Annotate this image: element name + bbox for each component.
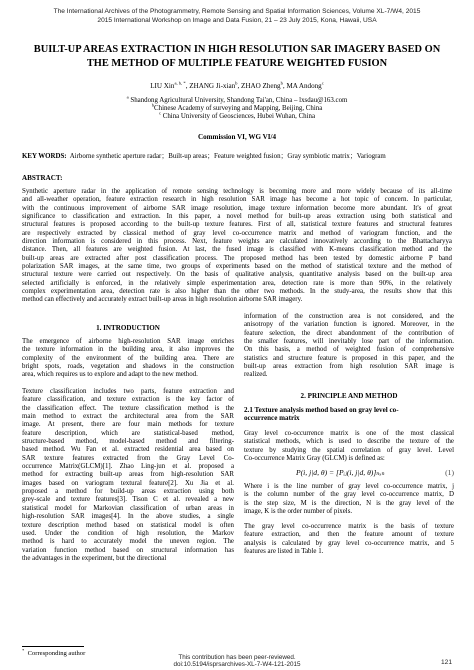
s2-p2-line: is the column number of the gray level co-occurrence matrix, D: [244, 491, 454, 499]
s2-p3-line: analysis is calculated by gray level co-occurrence matrix, and 5: [244, 539, 454, 547]
intro-p2-line: the advantages in the experiment, but the directional: [22, 554, 167, 562]
intro-continuation-line: statistics and structure feature is proposed in this paper, and the: [244, 354, 454, 362]
paper-title-line-2: THE METHOD OF MULTIPLE FEATURE WEIGHTED FUSION: [86, 58, 388, 69]
author-4-marks: c: [321, 80, 324, 86]
intro-p2-line: texture description method based on statistical model is often: [22, 521, 234, 529]
commission-line: Commission VI, WG VI/4: [197, 133, 277, 141]
author-1-marks: a, b, *: [174, 80, 186, 86]
author-list: [0, 82, 474, 91]
intro-p2-line: images based on variogram textural feature[2]. Xu Jia et al.: [22, 479, 234, 487]
affiliation-c-text: China University of Geosciences, Hubei Wuhan, China: [162, 113, 316, 120]
intro-p1-line: bright spots, roads, vegetation and shadows in the construction: [22, 363, 234, 371]
s2-p1-line: Gray level co-occurrence matrix is one of the most classical: [244, 430, 454, 437]
affiliation-a-mark: a: [126, 94, 129, 100]
s2-p1-line: statistical methods, which is used to describe the texture of the: [244, 438, 454, 446]
footer-peer-review: This contribution has been peer-reviewed.: [178, 654, 296, 661]
s2-p1-line: texture by studying the spatial correlation of gray level. Level: [244, 446, 454, 454]
section-1-heading: 1. INTRODUCTION: [96, 324, 160, 332]
affiliation-c: [0, 110, 474, 121]
intro-p2-line: occurrence Matrix(GLCM)[1]. Zhao Ling-jun et al. proposed a: [22, 463, 234, 471]
affiliation-c-mark: c: [158, 110, 161, 116]
section-2-paragraph-3: [244, 523, 454, 556]
abstract-line: method can effectively and accurately extract built-up areas in high resolution airborne SAR imagery.: [22, 296, 303, 304]
abstract-heading: ABSTRACT:: [22, 174, 63, 182]
abstract-line: distance. Then, all features are weighted fusion. At last, the fused image is classified with K-means classification method and the: [22, 246, 452, 254]
footer-doi: doi:10.5194/isprsarchives-XL-7-W4-121-2015: [173, 661, 301, 668]
paper-title-line-1: BUILT-UP AREAS EXTRACTION IN HIGH RESOLUTION SAR IMAGERY BASED ON: [33, 44, 441, 55]
section-2-heading: 2. PRINCIPLE AND METHOD: [300, 392, 398, 400]
s2-p2-line: Where i is the line number of gray level co-occurrence matrix, j: [244, 483, 454, 490]
author-1: LIU Xin: [150, 82, 175, 90]
intro-continuation-line: On this basis, a method of weighted fusion of comprehensive: [244, 346, 454, 354]
intro-p2-line: method for extracting built-up areas from high-resolution SAR: [22, 471, 234, 479]
intro-continuation-line: anisotropy of the variation function is ignored. Moreover, in the: [244, 321, 454, 329]
abstract-line: built-up areas are extracted after post classification process. The proposed method has been tested by domestic airborne P band: [22, 254, 452, 262]
equation-1-number: (1): [445, 468, 454, 477]
author-2: , ZHANG Ji-xian: [185, 82, 236, 90]
abstract-line: Synthetic aperture radar in the application of remote sensing technology is becoming more and more widely because of its all-time: [22, 188, 452, 195]
keywords-label: KEY WORDS:: [22, 153, 67, 160]
intro-p2-line: proposed a method for build-up areas extraction using both: [22, 488, 234, 496]
intro-continuation-line: built-up areas extraction from high resolution SAR image is: [244, 363, 454, 371]
abstract-line: structural features is proposed according to the built-up texture features. First of all, statistical texture features and structural features: [22, 221, 452, 229]
running-header-line-2: 2015 International Workshop on Image and Data Fusion, 21 – 23 July 2015, Kona, Hawaii, USA: [97, 17, 377, 24]
footnote-text: Corresponding author: [27, 650, 86, 657]
intro-p2-line: method is hard to accurately model the uneven region. The: [22, 538, 234, 546]
intro-continuation-line: feature selection, the direct abandonment of the contribution of: [244, 329, 454, 337]
intro-p2-line: variation function method based on structural information has: [22, 546, 234, 554]
s2-p3-line: The gray level co-occurrence matrix is the basis of texture: [244, 523, 454, 530]
affiliation-b-text: Chinese Academy of surveying and Mapping, Beijing, China: [154, 105, 323, 112]
intro-p1-line: area, which requires us to explore and adapt to the new method.: [22, 371, 198, 379]
intro-paragraph-1: [22, 338, 234, 380]
intro-p1-line: complexity of the environment of the building area. There are: [22, 354, 234, 362]
equation-1: P(i, j|d, θ) = [Pᵢⱼ(i, j|d, θ)]ₙₓₙ: [296, 468, 385, 477]
author-3-marks: b: [280, 80, 283, 86]
keywords: [22, 152, 452, 161]
intro-p2-line: high-resolution SAR images[4]. In the above studies, a single: [22, 513, 234, 521]
intro-p2-line: structure-based method, model-based method and filtering-: [22, 438, 234, 446]
subsection-2-1-heading-line-2: occurrence matrix: [244, 414, 300, 422]
abstract-line: and all-weather operation, feature extraction research in high resolution SAR image has become a hot topic of concern. In particular,: [22, 196, 452, 204]
intro-p1-line: the texture information in the building area, it also improves the: [22, 346, 234, 354]
intro-p2-line: feature classification, and texture extraction is the key factor of: [22, 396, 234, 404]
page-number: 121: [441, 659, 453, 666]
s2-p2-line: is the step size, M is the direction, N is the gray level of the: [244, 499, 454, 507]
author-3: , ZHAO Zheng: [237, 82, 281, 90]
s2-p2-line: image, K is the order number of pixels.: [244, 508, 353, 516]
intro-continuation-line: realized.: [244, 371, 268, 379]
abstract-line: significance to classification and extraction. In this paper, a novel method for built-up areas extraction using both statistical and: [22, 213, 452, 221]
section-2-paragraph-1: [244, 430, 454, 463]
footnote-mark: *: [22, 647, 25, 653]
abstract-line: are respectively extracted by classical method of gray level co-occurrence matrix and method of variogram function, and the: [22, 229, 452, 237]
intro-p1-line: The emergence of airborne high-resolution SAR image enriches: [22, 338, 234, 345]
author-4: , MA Andong: [282, 82, 322, 90]
affiliation-a-text: Shandong Agricultural University, Shandong Tai'an, China – lxsdau@163.com: [130, 97, 348, 104]
intro-p2-line: grey-scale and texture features[3]. Tison C et al. revealed a new: [22, 496, 234, 504]
section-2-paragraph-2: [244, 483, 454, 516]
abstract-line: polarization SAR images, at the same time, two groups of experiments based on the method of statistical texture and the method of: [22, 263, 452, 271]
footnote-rule: [22, 646, 84, 647]
running-header-line-1: The International Archives of the Photogrammetry, Remote Sensing and Spatial Information Sciences, Volume XL-7/W4, 2015: [53, 8, 421, 15]
abstract-line: selected artificially is enforced, in the relatively simple experimentation area, detection rate is more than 90%, in the relatively: [22, 279, 452, 287]
intro-paragraph-2: [22, 388, 234, 563]
affiliation-b-mark: b: [151, 102, 155, 108]
s2-p3-line: features are listed in Table 1.: [244, 548, 324, 556]
intro-p2-line: the classification effect. The texture classification method is the: [22, 404, 234, 412]
intro-p2-line: based method. Wu Fan et al. extracted residential area based on: [22, 446, 234, 454]
abstract-line: direction information is considered in this process. Next, feature weights are calculated innovatively according to the Bhattacharyya: [22, 238, 452, 246]
intro-p2-line: Texture classification includes two parts, feature extraction and: [22, 388, 234, 395]
intro-continuation-line: information of the construction area is not considered, and the: [244, 313, 454, 320]
abstract-line: complex experimentation area, detection rate is also higher than the other two methods. In the study-area, the results show that this: [22, 288, 452, 296]
equation-1-row: [244, 468, 454, 480]
intro-p2-line: main method to extract the architectural area from the SAR: [22, 413, 234, 421]
intro-p2-line: image. At present, there are four main methods for texture: [22, 421, 234, 429]
subsection-2-1-heading-line-1: 2.1 Texture analysis method based on gray level co-: [244, 406, 399, 414]
intro-continuation-line: the smaller features, will inevitably lose part of the information.: [244, 338, 454, 346]
keywords-text: Airborne synthetic aperture radar；Built-up areas；Feature weighted fusion；Gray symbiotic matrix；Variogram: [69, 153, 386, 160]
s2-p1-line: Co-occurrence Matrix Gray (GLCM) is defined as:: [244, 455, 385, 463]
author-2-marks: b: [235, 80, 238, 86]
intro-p2-line: statistical model for Markovian classification of urban areas in: [22, 504, 234, 512]
abstract-line: with the continuous improvement of airborne SAR image resolution, image texture information become more abundant. It's of great: [22, 204, 452, 212]
abstract-line: structural texture were carried out respectively. On the basis of qualitative analysis, quantitative analysis based on the built-up area: [22, 271, 452, 279]
s2-p3-line: feature extraction, and then the feature amount of texture: [244, 531, 454, 539]
intro-p2-line: feature description, which are statistical-based method,: [22, 429, 234, 437]
intro-p2-line: used. Under the condition of high resolution, the Markov: [22, 529, 234, 537]
abstract-body: [22, 188, 452, 305]
intro-continuation: [244, 313, 454, 380]
intro-p2-line: SAR texture features extracted from the Gray Level Co-: [22, 454, 234, 462]
